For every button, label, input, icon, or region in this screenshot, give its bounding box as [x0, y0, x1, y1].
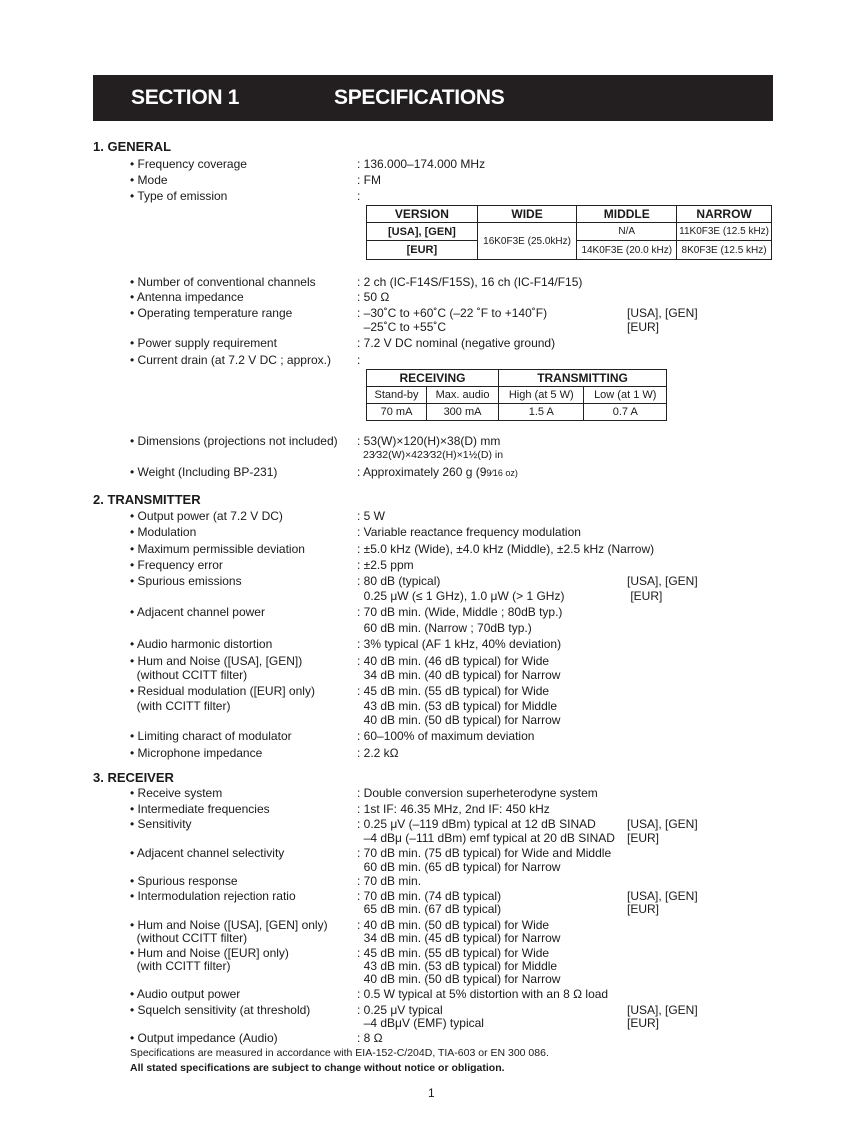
spurious-label: • Spurious emissions: [130, 574, 242, 588]
squelch-region-1: [USA], [GEN]: [627, 1003, 698, 1017]
squelch-region-2: [EUR]: [627, 1016, 660, 1030]
sensitivity-value-2: –4 dBμ (–111 dBm) emf typical at 20 dB SINAD: [357, 831, 615, 845]
acs-value-2: 60 dB min. (65 dB typical) for Narrow: [357, 860, 561, 874]
weight-main: : Approximately 260 g (9: [357, 465, 487, 479]
eur-middle: 14K0F3E (20.0 kHz): [577, 241, 677, 260]
freq-label: • Frequency coverage: [130, 157, 247, 171]
mode-label: • Mode: [130, 173, 168, 187]
mic-value: : 2.2 kΩ: [357, 746, 399, 760]
acp-label: • Adjacent channel power: [130, 605, 265, 619]
acp-value-1: : 70 dB min. (Wide, Middle ; 80dB typ.): [357, 605, 563, 619]
receiver-heading: 3. RECEIVER: [93, 770, 174, 785]
usa-middle: N/A: [577, 223, 677, 241]
current-drain-table: [366, 369, 667, 421]
wide-value: 16K0F3E (25.0kHz): [477, 223, 577, 260]
channels-label: • Number of conventional channels: [130, 275, 316, 289]
col-version: VERSION: [367, 206, 478, 223]
drain-label: • Current drain (at 7.2 V DC ; approx.): [130, 353, 331, 367]
deviation-label: • Maximum permissible deviation: [130, 542, 305, 556]
temp-value-1: : –30˚C to +60˚C (–22 ˚F to +140˚F): [357, 306, 548, 320]
measurement-note: Specifications are measured in accordance with EIA-152-C/204D, TIA-603 or EN 300 086.: [130, 1047, 549, 1059]
rx-hum-eur-value-3: 40 dB min. (50 dB typical) for Narrow: [357, 972, 561, 986]
freq-error-value: : ±2.5 ppm: [357, 558, 414, 572]
section-banner: [93, 75, 773, 121]
acp-value-2: 60 dB min. (Narrow ; 70dB typ.): [357, 621, 532, 635]
sensitivity-value-1: : 0.25 μV (–119 dBm) typical at 12 dB SINAD: [357, 817, 596, 831]
drain-value: :: [357, 353, 361, 367]
rx-hum-usa-label: • Hum and Noise ([USA], [GEN] only): [130, 918, 328, 932]
spurious-value-2: 0.25 μW (≤ 1 GHz), 1.0 μW (> 1 GHz): [357, 589, 565, 603]
residual-value-2: 43 dB min. (53 dB typical) for Middle: [357, 699, 558, 713]
limiting-label: • Limiting charact of modulator: [130, 729, 292, 743]
audio-output-value: : 0.5 W typical at 5% distortion with an 8 Ω load: [357, 987, 609, 1001]
weight-value: [357, 465, 518, 480]
power-label: • Power supply requirement: [130, 336, 277, 350]
row-eur: [EUR]: [367, 241, 478, 260]
weight-fraction: 9⁄16 oz): [486, 468, 518, 478]
weight-label: • Weight (Including BP-231): [130, 465, 278, 479]
freq-value: : 136.000–174.000 MHz: [357, 157, 486, 171]
intermod-region-2: [EUR]: [627, 902, 660, 916]
residual-value-3: 40 dB min. (50 dB typical) for Narrow: [357, 713, 561, 727]
standby-header: Stand-by: [367, 387, 427, 404]
rx-system-value: : Double conversion superheterodyne system: [357, 786, 598, 800]
tx-hum-value-1: : 40 dB min. (46 dB typical) for Wide: [357, 654, 550, 668]
acs-value-1: : 70 dB min. (75 dB typical) for Wide and Middle: [357, 846, 612, 860]
usa-narrow: 11K0F3E (12.5 kHz): [677, 223, 772, 241]
intermod-value-1: : 70 dB min. (74 dB typical): [357, 889, 502, 903]
transmitting-header: TRANSMITTING: [499, 370, 667, 387]
receiving-header: RECEIVING: [367, 370, 499, 387]
acs-label: • Adjacent channel selectivity: [130, 846, 285, 860]
col-middle: MIDDLE: [577, 206, 677, 223]
tx-hum-value-2: 34 dB min. (40 dB typical) for Narrow: [357, 668, 561, 682]
col-wide: WIDE: [477, 206, 577, 223]
rx-hum-eur-filter-label: (with CCITT filter): [130, 959, 231, 973]
temp-region-2: [EUR]: [627, 320, 660, 334]
eur-narrow: 8K0F3E (12.5 kHz): [677, 241, 772, 260]
page-number: 1: [428, 1086, 435, 1100]
dimensions-value-mm: : 53(W)×120(H)×38(D) mm: [357, 434, 501, 448]
output-power-value: : 5 W: [357, 509, 386, 523]
emission-label: • Type of emission: [130, 189, 228, 203]
dimensions-value-in: 23⁄32(W)×423⁄32(H)×1½(D) in: [363, 449, 504, 461]
high-value: 1.5 A: [499, 404, 584, 421]
max-audio-value: 300 mA: [427, 404, 499, 421]
if-label: • Intermediate frequencies: [130, 802, 270, 816]
mic-label: • Microphone impedance: [130, 746, 263, 760]
transmitter-heading: 2. TRANSMITTER: [93, 492, 201, 507]
low-value: 0.7 A: [584, 404, 667, 421]
output-impedance-value: : 8 Ω: [357, 1031, 383, 1045]
residual-label: • Residual modulation ([EUR] only): [130, 684, 315, 698]
deviation-value: : ±5.0 kHz (Wide), ±4.0 kHz (Middle), ±2.5 kHz (Narrow): [357, 542, 655, 556]
spurious-region-2: [EUR]: [627, 589, 663, 603]
limiting-value: : 60–100% of maximum deviation: [357, 729, 535, 743]
temp-label: • Operating temperature range: [130, 306, 293, 320]
if-value: : 1st IF: 46.35 MHz, 2nd IF: 450 kHz: [357, 802, 550, 816]
standby-value: 70 mA: [367, 404, 427, 421]
audio-output-label: • Audio output power: [130, 987, 241, 1001]
rx-hum-usa-value-1: : 40 dB min. (50 dB typical) for Wide: [357, 918, 550, 932]
intermod-region-1: [USA], [GEN]: [627, 889, 698, 903]
tx-hum-filter-label: (without CCITT filter): [130, 668, 248, 682]
temp-value-2: –25˚C to +55˚C: [357, 320, 447, 334]
spurious-region-1: [USA], [GEN]: [627, 574, 698, 588]
modulation-label: • Modulation: [130, 525, 197, 539]
residual-value-1: : 45 dB min. (55 dB typical) for Wide: [357, 684, 550, 698]
max-audio-header: Max. audio: [427, 387, 499, 404]
col-narrow: NARROW: [677, 206, 772, 223]
power-value: : 7.2 V DC nominal (negative ground): [357, 336, 556, 350]
modulation-value: : Variable reactance frequency modulation: [357, 525, 581, 539]
page-title: SPECIFICATIONS: [334, 86, 505, 109]
emission-table: [366, 205, 772, 260]
rx-spurious-value: : 70 dB min.: [357, 874, 422, 888]
high-header: High (at 5 W): [499, 387, 584, 404]
rx-hum-usa-filter-label: (without CCITT filter): [130, 931, 248, 945]
emission-value: :: [357, 189, 361, 203]
intermod-value-2: 65 dB min. (67 dB typical): [357, 902, 502, 916]
rx-system-label: • Receive system: [130, 786, 223, 800]
squelch-value-2: –4 dBμV (EMF) typical: [357, 1016, 484, 1030]
antenna-value: : 50 Ω: [357, 290, 390, 304]
general-heading: 1. GENERAL: [93, 139, 172, 154]
rx-hum-eur-value-1: : 45 dB min. (55 dB typical) for Wide: [357, 946, 550, 960]
output-power-label: • Output power (at 7.2 V DC): [130, 509, 283, 523]
residual-filter-label: (with CCITT filter): [130, 699, 231, 713]
disclaimer-note: All stated specifications are subject to change without notice or obligation.: [130, 1062, 505, 1074]
ahd-label: • Audio harmonic distortion: [130, 637, 273, 651]
rx-hum-usa-value-2: 34 dB min. (45 dB typical) for Narrow: [357, 931, 561, 945]
sensitivity-label: • Sensitivity: [130, 817, 192, 831]
freq-error-label: • Frequency error: [130, 558, 223, 572]
squelch-label: • Squelch sensitivity (at threshold): [130, 1003, 311, 1017]
channels-value: : 2 ch (IC-F14S/F15S), 16 ch (IC-F14/F15): [357, 275, 583, 289]
antenna-label: • Antenna impedance: [130, 290, 244, 304]
sensitivity-region-1: [USA], [GEN]: [627, 817, 698, 831]
mode-value: : FM: [357, 173, 381, 187]
tx-hum-label: • Hum and Noise ([USA], [GEN]): [130, 654, 303, 668]
output-impedance-label: • Output impedance (Audio): [130, 1031, 278, 1045]
spurious-value-1: : 80 dB (typical): [357, 574, 441, 588]
rx-hum-eur-value-2: 43 dB min. (53 dB typical) for Middle: [357, 959, 558, 973]
rx-hum-eur-label: • Hum and Noise ([EUR] only): [130, 946, 289, 960]
temp-region-1: [USA], [GEN]: [627, 306, 698, 320]
row-usa-gen: [USA], [GEN]: [367, 223, 478, 241]
dimensions-label: • Dimensions (projections not included): [130, 434, 338, 448]
rx-spurious-label: • Spurious response: [130, 874, 238, 888]
squelch-value-1: : 0.25 μV typical: [357, 1003, 443, 1017]
low-header: Low (at 1 W): [584, 387, 667, 404]
section-number: SECTION 1: [131, 86, 240, 109]
intermod-label: • Intermodulation rejection ratio: [130, 889, 296, 903]
sensitivity-region-2: [EUR]: [627, 831, 660, 845]
ahd-value: : 3% typical (AF 1 kHz, 40% deviation): [357, 637, 562, 651]
